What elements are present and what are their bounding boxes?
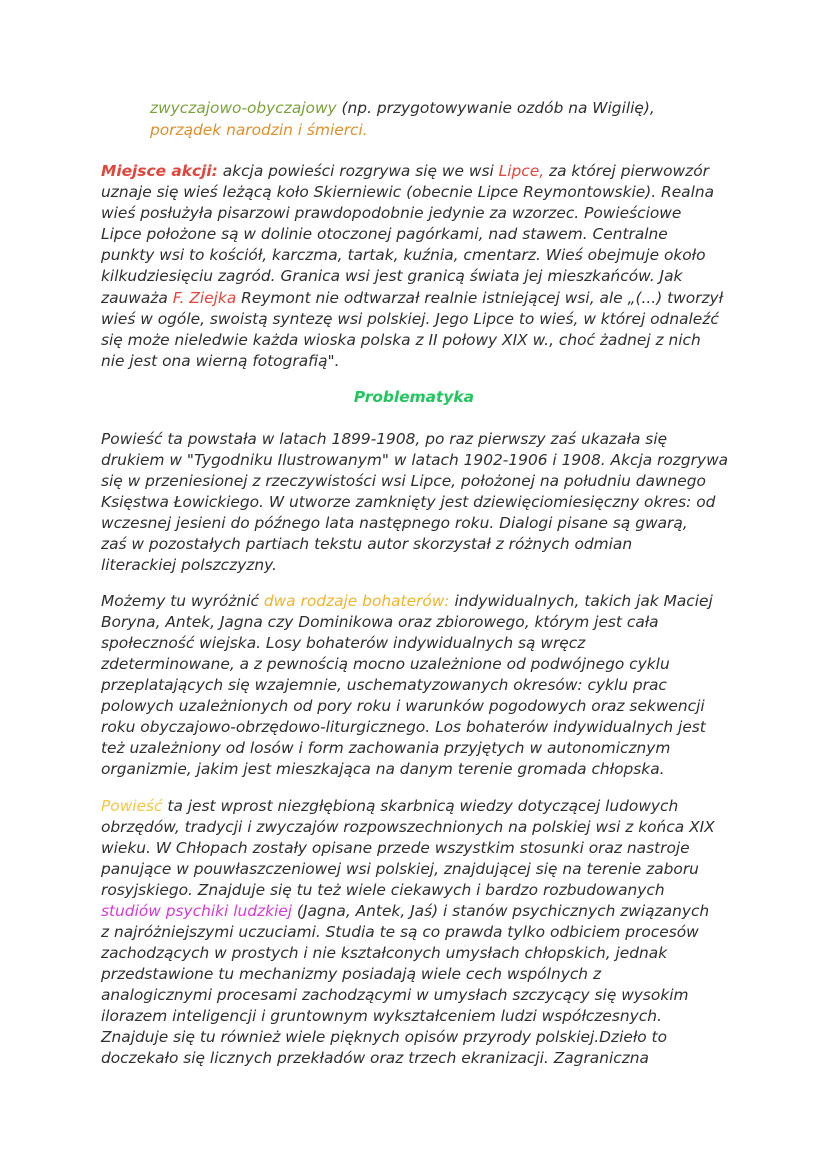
p2-line-9: organizmie, jakim jest mieszkająca na danym terenie gromada chłopska.: [101, 760, 665, 778]
top-line-1: [150, 98, 655, 119]
top-line-1-text: (np. przygotowywanie ozdób na Wigilię),: [336, 99, 655, 117]
p2-line-8: też uzależniony od losów i form zachowania przyjętych w autonomicznym: [101, 739, 671, 757]
label-miejsce-akcji: Miejsce akcji:: [101, 162, 218, 180]
p1-line-1: Powieść ta powstała w latach 1899-1908, po raz pierwszy zaś ukazała się: [101, 430, 668, 448]
p3-line-4: panujące w pouwłaszczeniowej wsi polskiej, znajdującej się na terenie zaboru: [101, 860, 699, 878]
section-heading-problematyka: Problematyka: [353, 388, 475, 406]
term-zwyczajowo-obyczajowy: zwyczajowo-obyczajowy: [150, 99, 337, 117]
p3-line-7: z najróżniejszymi uczuciami. Studia te są co prawda tylko odbiciem procesów: [101, 923, 699, 941]
p1-line-6: zaś w pozostałych partiach tekstu autor skorzystał z różnych odmian: [101, 535, 633, 553]
p3-line-12: Znajduje się tu również wiele pięknych opisów przyrody polskiej.Dzieło to: [101, 1028, 668, 1046]
miejsce-line-5: punkty wsi to kościół, karczma, tartak, kuźnia, cmentarz. Wieś obejmuje około: [101, 246, 706, 264]
term-powiesc: Powieść: [101, 797, 163, 815]
p2-line-6: polowych uzależnionych od pory roku i warunków pogodowych oraz sekwencji: [101, 697, 705, 715]
p1-line-7: literackiej polszczyzny.: [101, 556, 277, 574]
p3-line-8: zachodzących w prostych i nie kształconych umysłach chłopskich, jednak: [101, 944, 668, 962]
miejsce-line-2: uznaje się wieś leżącą koło Skierniewic (obecnie Lipce Reymontowskie). Realna: [101, 183, 715, 201]
p2-line-7: roku obyczajowo-obrzędowo-liturgicznego. Los bohaterów indywidualnych jest: [101, 718, 706, 736]
term-studiow-psychiki-ludzkiej: studiów psychiki ludzkiej: [101, 902, 293, 920]
p2-line-2: Boryna, Antek, Jagna czy Dominikowa oraz zbiorowego, którym jest cała: [101, 613, 659, 631]
p2-line-5: przeplatających się wzajemnie, uschematyzowanych okresów: cyklu prac: [101, 676, 667, 694]
p2-line-1: [101, 591, 713, 612]
top-line-2: porządek narodzin i śmierci.: [150, 121, 368, 139]
p3-line-6: [101, 901, 709, 922]
p3-text-6b: (Jagna, Antek, Jaś) i stanów psychicznych związanych: [292, 902, 710, 920]
p2-text-a: Możemy tu wyróżnić: [101, 592, 264, 610]
p3-line-11: ilorazem inteligencji i gruntownym wykształceniem ludzi współczesnych.: [101, 1007, 662, 1025]
term-lipce: Lipce,: [498, 162, 545, 180]
p3-text-b: ta jest wprost niezgłębioną skarbnicą wiedzy dotyczącej ludowych: [162, 797, 679, 815]
miejsce-line-4: Lipce położone są w dolinie otoczonej pagórkami, nad stawem. Centralne: [101, 225, 668, 243]
miejsce-line-8: wieś w ogóle, swoistą syntezę wsi polskiej. Jego Lipce to wieś, w której odnaleźć: [101, 310, 719, 328]
miejsce-line-10: nie jest ona wierną fotografią".: [101, 352, 340, 370]
p3-line-5: rosyjskiego. Znajduje się tu też wiele ciekawych i bardzo rozbudowanych: [101, 881, 665, 899]
p3-line-3: wieku. W Chłopach zostały opisane przede wszystkim stosunki oraz nastroje: [101, 839, 690, 857]
p3-line-10: analogicznymi procesami zachodzącymi w umysłach szczycący się wysokim: [101, 986, 689, 1004]
miejsce-line-7: [101, 288, 723, 309]
miejsce-text-7a: zauważa: [101, 289, 173, 307]
miejsce-line-1: [101, 161, 709, 182]
p1-line-5: wczesnej jesieni do późnego lata następnego roku. Dialogi pisane są gwarą,: [101, 514, 688, 532]
p3-line-13: doczekało się licznych przekładów oraz trzech ekranizacji. Zagraniczna: [101, 1049, 649, 1067]
miejsce-text-c: za której pierwowzór: [544, 162, 709, 180]
p3-line-2: obrzędów, tradycji i zwyczajów rozpowszechnionych na polskiej wsi z końca XIX: [101, 818, 715, 836]
p1-line-4: Księstwa Łowickiego. W utworze zamknięty jest dziewięciomiesięczny okres: od: [101, 493, 716, 511]
p2-line-3: społeczność wiejska. Losy bohaterów indywidualnych są wręcz: [101, 634, 586, 652]
p1-line-3: się w przeniesionej z rzeczywistości wsi Lipce, położonej na południu dawnego: [101, 472, 706, 490]
p1-line-2: drukiem w "Tygodniku Ilustrowanym" w latach 1902-1906 i 1908. Akcja rozgrywa: [101, 451, 729, 469]
miejsce-text-a: akcja powieści rozgrywa się we wsi: [217, 162, 499, 180]
p3-line-1: [101, 796, 678, 817]
term-dwa-rodzaje-bohaterow: dwa rodzaje bohaterów:: [263, 592, 450, 610]
p3-line-9: przedstawione tu mechanizmy posiadają wiele cech wspólnych z: [101, 965, 602, 983]
p2-text-c: indywidualnych, takich jak Maciej: [449, 592, 713, 610]
miejsce-line-3: wieś posłużyła pisarzowi prawdopodobnie jedynie za wzorzec. Powieściowe: [101, 204, 682, 222]
p2-line-4: zdeterminowane, a z pewnością mocno uzależnione od podwójnego cyklu: [101, 655, 670, 673]
miejsce-line-9: się może nieledwie każda wioska polska z II połowy XIX w., choć żadnej z nich: [101, 331, 701, 349]
miejsce-line-6: kilkudziesięciu zagród. Granica wsi jest granicą świata jej mieszkańców. Jak: [101, 267, 683, 285]
miejsce-text-7c: Reymont nie odtwarzał realnie istniejącej wsi, ale „(...) tworzył: [236, 289, 724, 307]
term-f-ziejka: F. Ziejka: [172, 289, 237, 307]
